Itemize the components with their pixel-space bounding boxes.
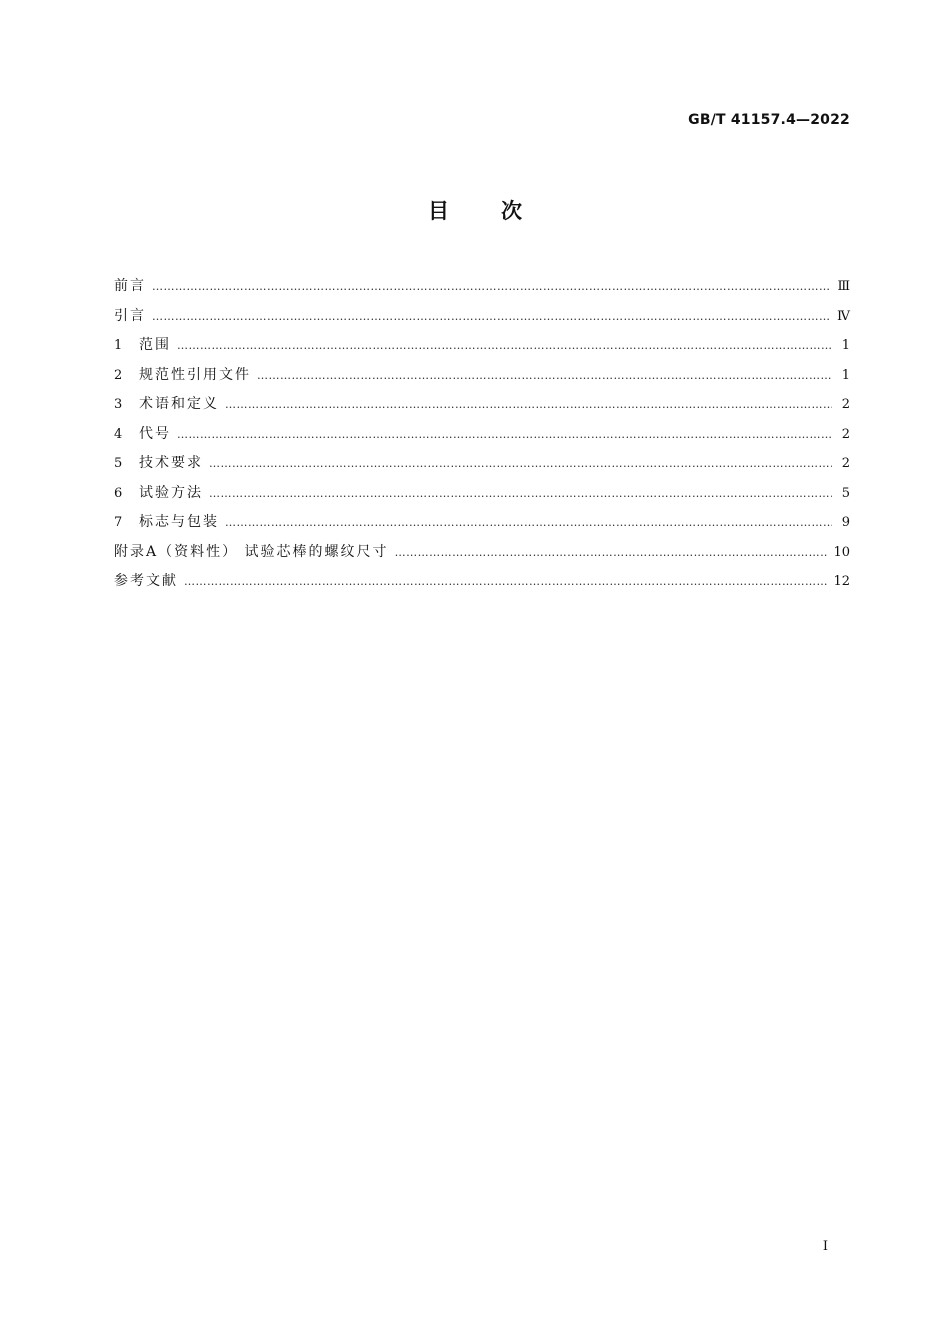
toc-entry-page: 2 bbox=[841, 426, 850, 442]
toc-entry-page: Ⅳ bbox=[837, 308, 850, 324]
toc-entry-marking-packaging[interactable] bbox=[114, 508, 850, 538]
toc-entry-test-methods[interactable] bbox=[114, 479, 850, 509]
toc-leader-dots bbox=[177, 420, 832, 450]
toc-entry-label: 参考文献 bbox=[114, 573, 178, 589]
toc-entry-technical-requirements[interactable] bbox=[114, 449, 850, 479]
toc-entry-codes[interactable] bbox=[114, 420, 850, 450]
toc-entry-label: 附录A（资料性） 试验芯棒的螺纹尺寸 bbox=[114, 543, 389, 560]
toc-entry-introduction[interactable] bbox=[114, 302, 850, 332]
toc-entry-label: 技术要求 bbox=[139, 455, 203, 471]
toc-entry-number: 2 bbox=[114, 367, 123, 383]
toc-leader-dots bbox=[225, 508, 832, 538]
toc-leader-dots bbox=[209, 479, 832, 509]
toc-leader-dots bbox=[209, 449, 832, 479]
toc-entry-label: 术语和定义 bbox=[139, 396, 219, 412]
toc-entry-label: 规范性引用文件 bbox=[139, 366, 251, 383]
toc-entry-number: 4 bbox=[114, 426, 123, 442]
toc-leader-dots bbox=[395, 538, 828, 568]
toc-leader-dots bbox=[257, 361, 832, 391]
toc-entry-label: 代号 bbox=[139, 425, 171, 442]
toc-entry-number: 1 bbox=[114, 338, 123, 353]
toc-entry-number: 5 bbox=[114, 456, 123, 471]
toc-entry-terms-definitions[interactable] bbox=[114, 390, 850, 420]
toc-entry-page: 1 bbox=[841, 367, 850, 383]
toc-entry-bibliography[interactable] bbox=[114, 567, 850, 597]
toc-title: 目次 bbox=[428, 199, 574, 223]
toc-entry-scope[interactable] bbox=[114, 331, 850, 361]
toc-entry-label: 前言 bbox=[114, 278, 146, 294]
toc-leader-dots bbox=[177, 331, 832, 361]
toc-entry-page: 12 bbox=[833, 574, 850, 589]
toc-entry-number: 3 bbox=[114, 397, 123, 412]
toc-entry-number: 7 bbox=[114, 515, 123, 530]
toc-entry-page: 2 bbox=[841, 397, 850, 412]
toc-entry-page: Ⅲ bbox=[837, 279, 850, 294]
toc-entry-page: 2 bbox=[841, 456, 850, 471]
toc-leader-dots bbox=[152, 272, 831, 302]
toc-entry-page: 9 bbox=[841, 515, 850, 530]
standard-code: GB/T 41157.4—2022 bbox=[688, 112, 850, 128]
page-number: Ⅰ bbox=[822, 1239, 828, 1254]
toc-entry-label: 标志与包装 bbox=[139, 514, 219, 530]
toc-entry-page: 1 bbox=[841, 338, 850, 353]
toc-entry-normative-references[interactable] bbox=[114, 361, 850, 391]
toc-leader-dots bbox=[152, 302, 831, 332]
toc-entry-number: 6 bbox=[114, 485, 123, 501]
toc-entry-label: 引言 bbox=[114, 307, 146, 324]
toc-leader-dots bbox=[184, 567, 827, 597]
toc-entry-page: 5 bbox=[841, 485, 850, 501]
toc-entry-label: 试验方法 bbox=[139, 484, 203, 501]
toc-entry-label: 范围 bbox=[139, 337, 171, 353]
toc-leader-dots bbox=[225, 390, 832, 420]
toc-entry-page: 10 bbox=[833, 544, 850, 560]
toc-entry-foreword[interactable] bbox=[114, 272, 850, 302]
toc-entry-annex-a[interactable] bbox=[114, 538, 850, 568]
toc-list bbox=[114, 272, 850, 597]
